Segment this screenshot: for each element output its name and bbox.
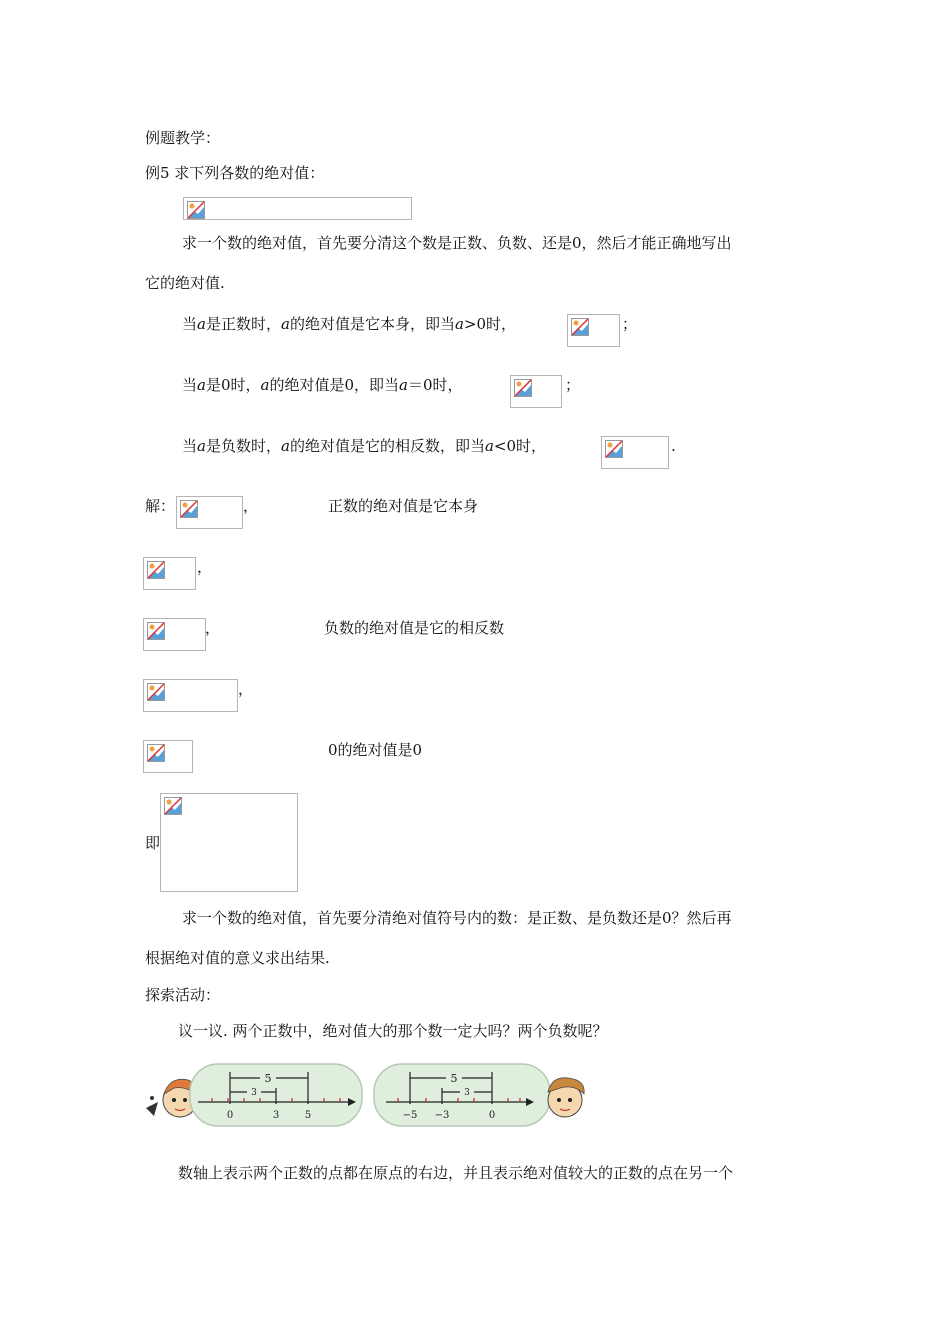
broken-image [183,197,412,220]
comma: ， [205,619,221,637]
broken-image-icon [147,683,165,701]
summary-line2: 根据绝对值的意义求出结果. [145,949,330,967]
case-negative-tail: . [671,437,676,455]
broken-image-icon [180,500,198,518]
broken-image [143,740,193,773]
comma: ， [238,680,254,698]
paragraph-1-line1: 求一个数的绝对值，首先要分清这个数是正数、负数、还是0，然后才能正确地写出 [182,234,732,252]
examples-heading: 例题教学： [145,129,221,147]
left-tick-2: 5 [304,1110,312,1121]
discuss-text: 议一议. 两个正数中，绝对值大的那个数一定大吗？两个负数呢？ [178,1022,608,1040]
broken-image [176,496,243,529]
left-tick-1: 3 [272,1110,280,1121]
broken-image [160,793,298,892]
broken-image-icon [147,744,165,762]
right-tick-0: −5 [402,1110,418,1121]
broken-image [143,618,206,651]
broken-image [143,557,196,590]
left-inner-label: 3 [251,1088,257,1098]
broken-image-icon [605,440,623,458]
case-positive: 当a是正数时，a的绝对值是它本身，即当a>0时， [182,315,517,333]
case-zero: 当a是0时，a的绝对值是0，即当a＝0时， [182,376,463,394]
broken-image [143,679,238,712]
case-positive-tail: ； [622,315,638,333]
note-zero: 0的绝对值是0 [328,741,423,759]
left-tick-0: 0 [226,1110,234,1121]
example5-heading: 例5 求下列各数的绝对值： [145,164,325,182]
explore-heading: 探索活动： [145,986,221,1004]
case-negative: 当a是负数时，a的绝对值是它的相反数，即当a<0时， [182,437,547,455]
right-inner-label: 3 [464,1088,470,1098]
solution-label: 解： [145,497,176,515]
broken-image-icon [164,797,182,815]
right-tick-2: 0 [488,1110,496,1121]
case-zero-tail: ； [565,376,581,394]
comma: ， [243,497,259,515]
right-top-label: 5 [450,1072,458,1085]
cartoon-boy-right [548,1078,584,1117]
ji-label: 即 [145,834,161,852]
comma: ， [197,558,213,576]
broken-image [601,436,669,469]
broken-image-icon [514,379,532,397]
right-tick-1: −3 [434,1110,450,1121]
broken-image [567,314,620,347]
broken-image-icon [147,622,165,640]
note-negative: 负数的绝对值是它的相反数 [324,619,505,637]
broken-image-icon [571,318,589,336]
numberline-illustration [140,1058,610,1138]
summary-line1: 求一个数的绝对值，首先要分清绝对值符号内的数：是正数、是负数还是0？然后再 [182,909,732,927]
broken-image-icon [187,201,205,219]
broken-image-icon [147,561,165,579]
broken-image [510,375,562,408]
left-top-label: 5 [264,1072,272,1085]
note-positive: 正数的绝对值是它本身 [328,497,479,515]
paragraph-1-line2: 它的绝对值. [145,274,225,292]
last-line: 数轴上表示两个正数的点都在原点的右边，并且表示绝对值较大的正数的点在另一个 [178,1164,734,1182]
